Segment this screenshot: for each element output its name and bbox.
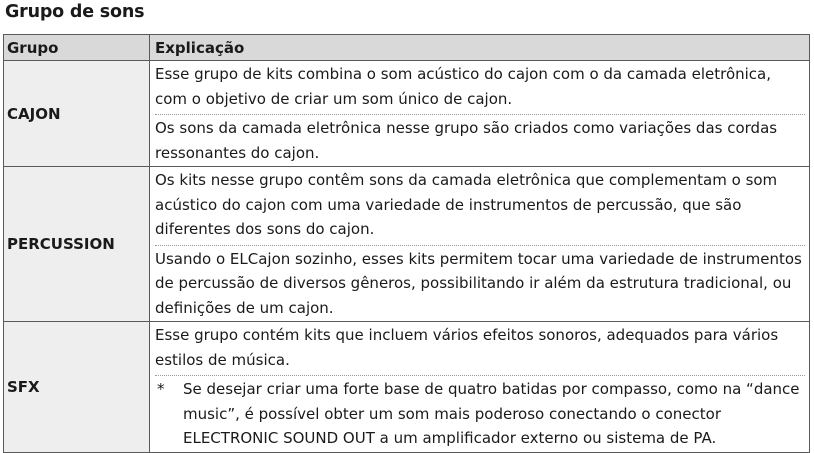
table-header-row <box>4 35 810 61</box>
footnote <box>155 375 805 451</box>
sound-groups-table <box>3 34 810 453</box>
column-header-explanation: Explicação <box>150 35 810 61</box>
explanation-paragraph: Usando o ELCajon sozinho, esses kits permitem tocar uma variedade de instrumentos de percussão de diversos gêneros, possibilitando ir além da estrutura tradicional, ou definições de um cajon. <box>155 245 805 321</box>
explanation-paragraph: Os sons da camada eletrônica nesse grupo são criados como variações das cordas ressonantes do cajon. <box>155 114 805 165</box>
group-name-cell: CAJON <box>4 61 150 167</box>
explanation-paragraph: Esse grupo contém kits que incluem vários efeitos sonoros, adequados para vários estilos de música. <box>155 326 779 369</box>
column-header-group: Grupo <box>4 35 150 61</box>
section-heading: Grupo de sons <box>5 2 145 22</box>
explanation-cell <box>150 61 810 167</box>
explanation-cell <box>150 167 810 322</box>
explanation-paragraph: Esse grupo de kits combina o som acústico do cajon com o da camada eletrônica, com o objetivo de criar um som único de cajon. <box>155 65 771 108</box>
explanation-cell <box>150 322 810 453</box>
footnote-text: Se desejar criar uma forte base de quatro batidas por compasso, como na “dance music”, é possível obter um som mais poderoso conectando o conector ELECTRONIC SOUND OUT a um amplificador externo ou sistema de PA. <box>183 380 800 447</box>
footnote-asterisk: * <box>157 380 165 398</box>
table-row-cajon <box>4 61 810 167</box>
group-name-cell: PERCUSSION <box>4 167 150 322</box>
table-row-percussion <box>4 167 810 322</box>
explanation-paragraph: Os kits nesse grupo contêm sons da camada eletrônica que complementam o som acústico do cajon com uma variedade de instrumentos de percussão, que são diferentes dos sons do cajon. <box>155 171 778 238</box>
table-row-sfx <box>4 322 810 453</box>
group-name-cell: SFX <box>4 322 150 453</box>
